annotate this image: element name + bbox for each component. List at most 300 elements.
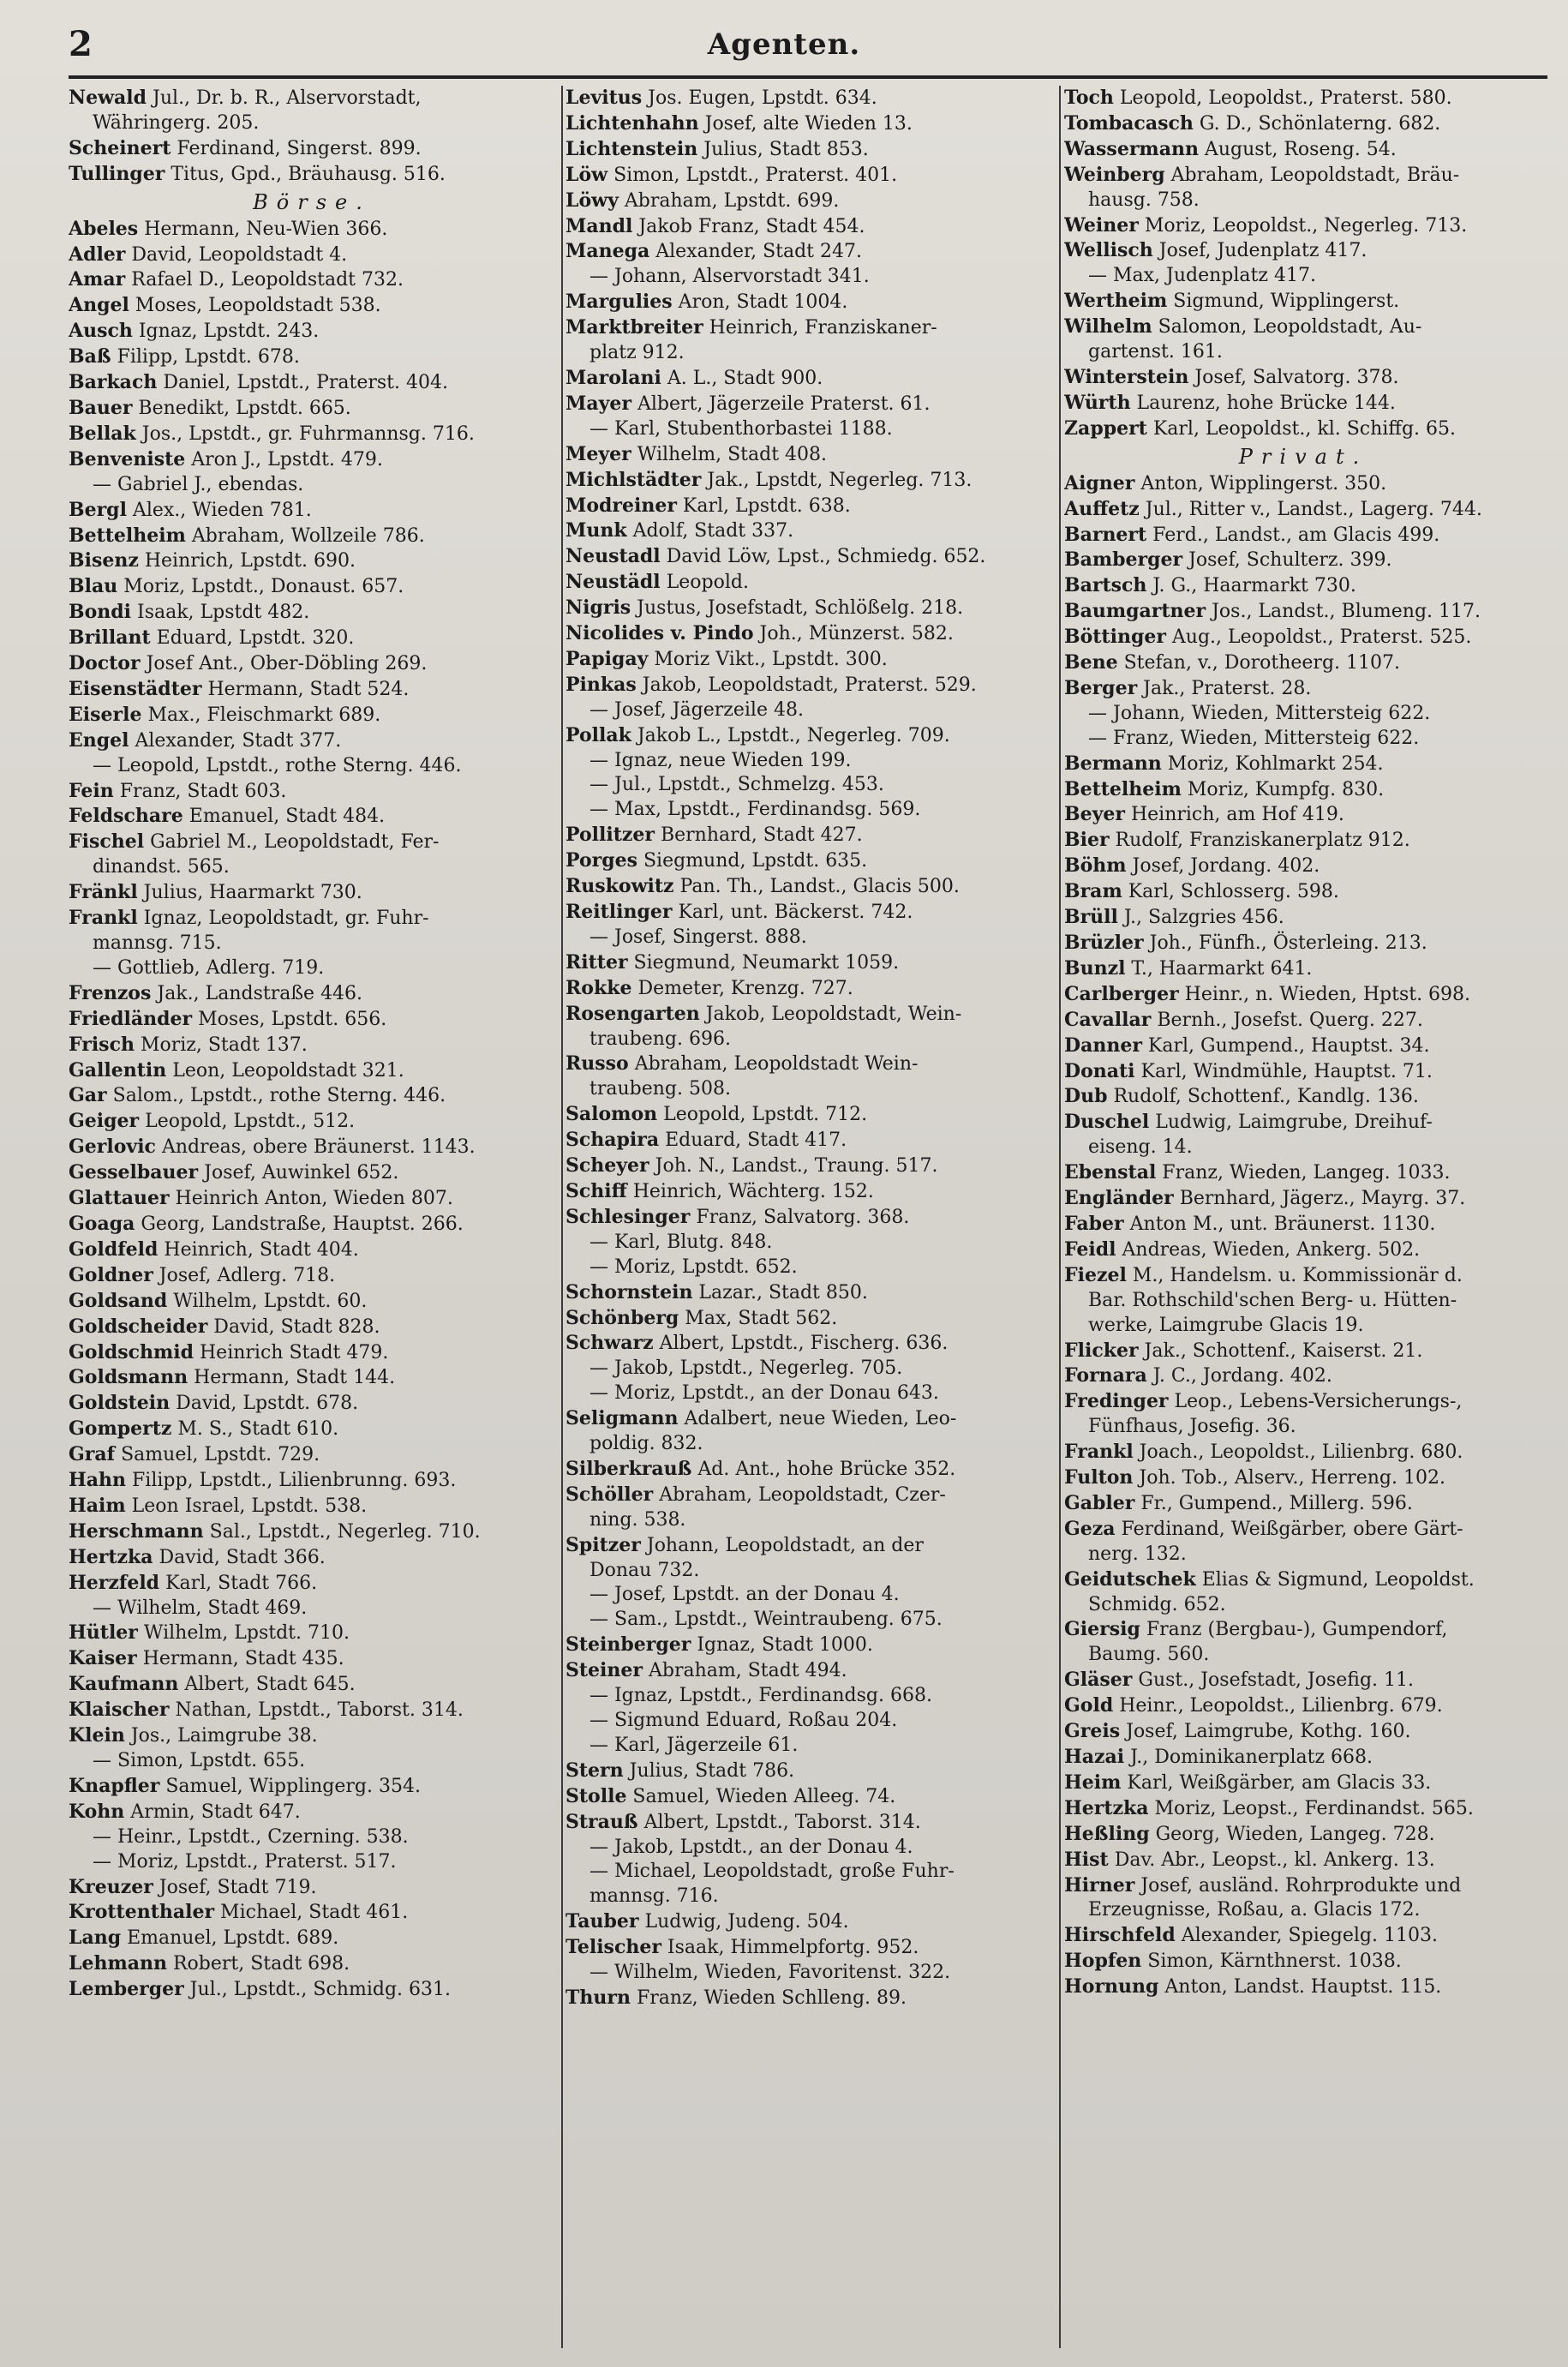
entry-text: Adalbert, neue Wieden, Leo- [678,1408,957,1430]
directory-entry [566,900,1052,926]
directory-entry [1064,1263,1542,1289]
entry-text: Karl, Gumpend., Hauptst. 34. [1141,1034,1430,1057]
entry-text: Armin, Stadt 647. [124,1801,301,1823]
directory-entry [69,1774,555,1800]
directory-entry [1064,416,1542,442]
entry-surname: Steiner [566,1659,643,1682]
entry-surname: Bondi [69,601,132,624]
entry-surname: Wassermann [1064,137,1199,160]
entry-text: — Ignaz, Lpstdt., Ferdinandsg. 668. [589,1685,932,1707]
entry-surname: Pollitzer [566,824,655,847]
entry-text: — Wilhelm, Wieden, Favoritenst. 322. [589,1962,951,1984]
directory-entry [69,1058,555,1084]
directory-entry [1064,1465,1542,1491]
directory-entry [69,1033,555,1058]
entry-surname: Wellisch [1064,239,1153,262]
directory-entry [566,189,1052,214]
entry-text: Heinrich, am Hof 419. [1124,804,1344,826]
entry-surname: Glattauer [69,1187,170,1210]
entry-text: Emanuel, Lpstdt. 689. [121,1927,339,1950]
entry-text: David, Lpstdt. 678. [170,1393,359,1415]
directory-entry [1064,1363,1542,1389]
entry-text: Moriz, Kumpfg. 830. [1181,778,1385,800]
entry-text: gartenst. 161. [1088,341,1223,363]
entry-surname: Newald [69,87,147,109]
entry-text: Heinrich Anton, Wieden 807. [169,1188,453,1210]
entry-text: Leopold. [660,572,749,594]
directory-entry [566,1860,1052,1885]
directory-entry [69,162,555,188]
directory-entry [69,319,555,345]
entry-surname: Nicolides v. Pindo [566,622,754,645]
entry-text: Erzeugnisse, Roßau, a. Glacis 172. [1088,1899,1421,1921]
entry-text: — Moriz, Lpstdt. 652. [589,1255,798,1278]
directory-entry [566,1457,1052,1483]
entry-surname: Manega [566,240,650,263]
entry-surname: Herzfeld [69,1571,160,1594]
directory-entry [1064,1212,1542,1237]
entry-surname: Würth [1064,391,1131,414]
entry-surname: Schiff [566,1179,627,1202]
entry-text: — Jul., Lpstdt., Schmelzg. 453. [589,774,884,796]
entry-surname: Klein [69,1724,125,1747]
entry-surname: Hirner [1064,1873,1135,1897]
directory-entry [1064,1339,1542,1364]
entry-surname: Fornara [1064,1364,1147,1387]
entry-surname: Adler [69,243,126,266]
column-divider [1059,86,1061,2348]
entry-text: Adolf, Stadt 337. [626,520,794,542]
entry-surname: Geza [1064,1517,1116,1540]
entry-text: Donau 732. [589,1559,700,1581]
page-header [0,0,1568,79]
directory-entry [1064,1643,1542,1668]
entry-text: Jakob L., Lpstdt., Negerleg. 709. [631,724,950,746]
directory-entry [1064,1289,1542,1314]
entry-surname: Hopfen [1064,1950,1142,1973]
entry-text: Leon, Leopoldstadt 321. [166,1059,404,1082]
entry-surname: Goldstein [69,1392,171,1415]
entry-text: Karl, Windmühle, Hauptst. 71. [1134,1060,1433,1082]
directory-entry [1064,777,1542,803]
entry-text: Stefan, v., Dorotheerg. 1107. [1117,652,1400,674]
entry-surname: Pinkas [566,673,637,696]
directory-entry [1064,189,1542,213]
entry-text: ning. 538. [589,1508,686,1531]
directory-entry [69,524,555,549]
directory-entry [1064,1668,1542,1693]
entry-surname: Aigner [1064,471,1135,494]
entry-text: Wilhelm, Lpstdt. 710. [137,1622,350,1645]
directory-entry [1064,1389,1542,1415]
directory-entry [69,473,555,498]
entry-surname: Nigris [566,596,631,620]
entry-text: Hermann, Stadt 524. [201,678,410,700]
directory-entry [566,417,1052,442]
entry-text: — Wilhelm, Stadt 469. [93,1597,308,1619]
directory-entry [1064,289,1542,315]
entry-text: Jak., Praterst. 28. [1137,677,1312,699]
entry-surname: Brüll [1064,906,1118,929]
entry-text: Josef, ausländ. Rohrprodukte und [1134,1874,1462,1897]
entry-surname: Klaischer [69,1699,170,1722]
entry-text: Moriz, Lpstdt., Donaust. 657. [117,576,404,598]
directory-entry [1064,1136,1542,1160]
entry-surname: Ritter [566,950,628,974]
directory-entry [1064,1034,1542,1059]
entry-surname: Hazai [1064,1746,1125,1768]
directory-entry [566,1734,1052,1759]
entry-text: Alexander, Stadt 377. [129,729,342,752]
directory-entry [1064,163,1542,189]
column-divider [561,86,563,2348]
directory-entry [1064,1186,1542,1212]
entry-text: — Moriz, Lpstdt., Praterst. 517. [93,1850,397,1873]
directory-entry [1064,365,1542,391]
entry-surname: Bellak [69,422,136,445]
entry-surname: Brüzler [1064,932,1144,954]
entry-text: Ignaz, Leopoldstadt, gr. Fuhr- [137,908,429,930]
entry-text: — Jakob, Lpstdt., an der Donau 4. [589,1836,913,1858]
directory-entry [69,548,555,574]
directory-entry [566,749,1052,774]
directory-entry [566,1381,1052,1406]
entry-surname: Feldschare [69,805,183,828]
entry-surname: Graf [69,1443,116,1466]
entry-text: Albert, Lpstdt., Fischerg. 636. [653,1333,949,1355]
directory-entry [1064,213,1542,239]
directory-entry [566,1002,1052,1028]
entry-text: Josef, Jordang. 402. [1126,855,1320,878]
entry-surname: Schlesinger [566,1205,691,1228]
entry-text: Albert, Stadt 645. [178,1674,356,1696]
entry-text: nerg. 132. [1088,1543,1187,1565]
directory-entry [69,1315,555,1340]
entry-text: Rudolf, Schottenf., Kandlg. 136. [1107,1086,1419,1108]
entry-surname: Pollak [566,723,631,746]
directory-entry [69,267,555,293]
entry-surname: Amar [69,268,126,291]
entry-text: — Karl, Stubenthorbastei 1188. [589,417,893,440]
directory-entry [69,932,555,956]
directory-entry [69,498,555,524]
directory-entry [566,137,1052,163]
entry-text: — Max, Judenplatz 417. [1088,265,1316,287]
entry-text: Laurenz, hohe Brücke 144. [1130,392,1396,414]
entry-surname: Haim [69,1494,126,1517]
entry-surname: Ausch [69,320,133,343]
entry-text: Bernhard, Jägerz., Mayrg. 37. [1173,1188,1466,1210]
entry-surname: Frankl [69,907,138,930]
entry-surname: Cavallar [1064,1008,1152,1031]
directory-entry [566,1608,1052,1633]
directory-entry [566,1154,1052,1179]
entry-surname: Feidl [1064,1237,1116,1261]
entry-surname: Marolani [566,366,661,389]
entry-text: Joach., Leopoldst., Lilienbrg. 680. [1133,1441,1463,1464]
entry-text: Robert, Stadt 698. [166,1953,350,1975]
entry-surname: Beyer [1064,803,1125,826]
column-3 [1064,86,1547,2348]
directory-entry [69,1263,555,1289]
entry-text: J., Dominikanerplatz 668. [1124,1747,1373,1768]
directory-entry [566,1128,1052,1154]
entry-text: Anton M., unt. Bräunerst. 1130. [1123,1213,1436,1235]
entry-surname: Bunzl [1064,956,1126,980]
entry-text: Andreas, Wieden, Ankerg. 502. [1116,1238,1421,1261]
directory-entry [1064,137,1542,163]
entry-surname: Duschel [1064,1111,1150,1134]
entry-text: Karl, unt. Bäckerst. 742. [672,902,913,923]
entry-text: Jos. Eugen, Lpstdt. 634. [642,87,877,109]
entry-surname: Greis [1064,1720,1121,1743]
directory-entry [1064,1084,1542,1110]
entry-surname: Auffetz [1064,497,1140,520]
entry-text: Heinrich, Wächterg. 152. [626,1180,874,1202]
entry-surname: Lichtenhahn [566,111,699,135]
entry-text: Josef, Salvatorg. 378. [1188,366,1399,388]
entry-text: Alexander, Stadt 247. [649,241,862,263]
entry-text: Heinrich, Lpstdt. 690. [138,550,356,572]
entry-surname: Kaufmann [69,1673,179,1696]
entry-surname: Papigay [566,647,649,670]
directory-entry [69,1900,555,1926]
directory-entry [566,1179,1052,1205]
entry-text: Moriz Vikt., Lpstdt. 300. [648,648,888,670]
directory-entry [566,239,1052,265]
entry-text: Julius, Haarmarkt 730. [137,882,362,904]
entry-text: Dav. Abr., Leopst., kl. Ankerg. 13. [1108,1849,1435,1871]
entry-text: Jul., Ritter v., Landst., Lagerg. 744. [1139,498,1482,520]
entry-text: Siegmund, Lpstdt. 635. [637,850,868,872]
entry-surname: Goldner [69,1263,153,1286]
directory-entry [566,926,1052,950]
directory-entry [566,647,1052,673]
directory-entry [69,830,555,855]
entry-surname: Hist [1064,1848,1109,1871]
directory-entry [566,1483,1052,1508]
directory-entry [69,1494,555,1519]
entry-surname: Baß [69,345,111,369]
entry-surname: Tombacasch [1064,111,1194,135]
entry-surname: Fein [69,779,114,802]
directory-entry [566,290,1052,315]
entry-surname: Mandl [566,214,633,237]
directory-entry [1064,573,1542,599]
entry-text: traubeng. 696. [589,1028,731,1050]
entry-text: Moriz, Leopst., Ferdinandst. 565. [1148,1797,1474,1819]
entry-text: Heinr., n. Wieden, Hptst. 698. [1178,983,1471,1005]
entry-text: Lazar., Stadt 850. [692,1281,868,1303]
entry-surname: Angel [69,294,129,317]
entry-text: Jakob, Leopoldstadt, Praterst. 529. [636,674,977,696]
entry-text: Moriz, Stadt 137. [134,1034,308,1056]
directory-entry [566,1533,1052,1559]
directory-entry [1064,1822,1542,1848]
directory-entry [566,823,1052,848]
directory-entry [566,366,1052,392]
entry-surname: Stern [566,1759,624,1782]
directory-entry [1064,86,1542,111]
entry-text: Samuel, Lpstdt. 729. [115,1444,320,1466]
entry-surname: Bermann [1064,752,1162,775]
entry-text: Ad. Ant., hohe Brücke 352. [691,1458,956,1480]
entry-text: Franz, Wieden, Langeg. 1033. [1156,1162,1451,1184]
entry-text: — Gabriel J., ebendas. [93,473,304,495]
entry-text: Jak., Lpstdt, Negerleg. 713. [701,469,973,491]
entry-text: Rudolf, Franziskanerplatz 912. [1109,830,1410,852]
directory-entry [1064,650,1542,676]
directory-entry [69,651,555,677]
entry-surname: Baumgartner [1064,600,1206,623]
entry-text: J., Salzgries 456. [1117,907,1284,929]
entry-text: Schmidg. 652. [1088,1593,1226,1615]
directory-entry [69,626,555,651]
entry-surname: Goldfeld [69,1237,159,1261]
entry-surname: Gar [69,1084,107,1107]
directory-entry [1064,982,1542,1008]
entry-surname: Munk [566,519,627,542]
entry-text: J. G., Haarmarkt 730. [1146,575,1356,597]
directory-entry [1064,828,1542,854]
directory-entry [566,1331,1052,1357]
entry-text: Ferd., Landst., am Glacis 499. [1146,524,1440,546]
entry-surname: Hirschfeld [1064,1924,1176,1947]
entry-text: Jos., Landst., Blumeng. 117. [1206,601,1481,623]
directory-entry [1064,391,1542,416]
entry-text: Josef, Auwinkel 652. [198,1162,399,1184]
directory-entry [69,1109,555,1135]
entry-text: — Franz, Wieden, Mittersteig 622. [1088,727,1420,749]
entry-text: Albert, Lpstdt., Taborst. 314. [637,1811,921,1833]
entry-text: Jul., Lpstdt., Schmidg. 631. [183,1979,452,2001]
entry-text: Abraham, Leopoldstadt, Bräu- [1164,164,1460,186]
entry-text: Leopold, Lpstdt. 712. [657,1104,868,1126]
entry-surname: Weinberg [1064,163,1165,186]
entry-text: Ignaz, Stadt 1000. [691,1634,873,1657]
entry-text: Ludwig, Laimgrube, Dreihuf- [1149,1112,1433,1134]
entry-surname: Hornung [1064,1975,1159,1998]
entry-text: Jakob Franz, Stadt 454. [632,215,865,237]
entry-surname: Geiger [69,1110,140,1133]
directory-entry [69,293,555,319]
entry-surname: Giersig [1064,1618,1140,1641]
directory-entry [1064,956,1542,982]
entry-surname: Michlstädter [566,468,702,491]
directory-entry [1064,1543,1542,1567]
entry-text: David Löw, Lpst., Schmiedg. 652. [660,546,986,568]
entry-text: Franz, Stadt 603. [113,780,287,802]
directory-entry [69,1442,555,1468]
page-number: 2 [69,24,93,64]
directory-entry [566,1028,1052,1052]
directory-entry [566,392,1052,417]
directory-entry [1064,802,1542,828]
entry-surname: Frisch [69,1033,135,1056]
directory-entry [566,1306,1052,1332]
entry-surname: Herschmann [69,1519,204,1543]
directory-entry [69,217,555,243]
directory-entry [566,341,1052,366]
directory-entry [69,804,555,830]
entry-text: — Josef, Lpstdt. an der Donau 4. [589,1584,900,1606]
entry-text: Heinrich Stadt 479. [194,1341,389,1363]
entry-surname: Goldschmid [69,1340,194,1363]
directory-entry [69,1825,555,1850]
entry-surname: Faber [1064,1212,1124,1235]
directory-entry [566,1935,1052,1961]
entry-surname: Hertzka [1064,1796,1149,1819]
directory-entry [69,754,555,779]
directory-entry [1064,264,1542,289]
entry-text: Joh., Münzerst. 582. [753,623,954,645]
directory-entry [1064,1440,1542,1465]
directory-entry [69,1850,555,1875]
entry-surname: Krottenthaler [69,1901,215,1924]
directory-entry [69,1391,555,1417]
entry-text: — Johann, Wieden, Mittersteig 622. [1088,702,1431,724]
directory-entry [566,1836,1052,1861]
entry-text: Jakob, Leopoldstadt, Wein- [699,1003,962,1025]
directory-entry [1064,1745,1542,1771]
entry-text: Ignaz, Lpstdt. 243. [132,321,320,343]
entry-surname: Rokke [566,976,632,999]
entry-surname: Wilhelm [1064,315,1152,339]
directory-entry [1064,1491,1542,1517]
entry-text: Eduard, Stadt 417. [659,1130,847,1152]
entry-text: Franz, Wieden Schlleng. 89. [630,1986,907,2009]
directory-entry [1064,727,1542,752]
directory-entry [69,447,555,473]
entry-text: Hermann, Stadt 144. [188,1367,396,1389]
entry-text: Albert, Jägerzeile Praterst. 61. [631,393,931,415]
entry-text: Jak., Landstraße 446. [151,982,363,1004]
column-2 [566,86,1057,2348]
directory-entry [566,1658,1052,1684]
entry-text: Salom., Lpstdt., rothe Sterng. 446. [106,1085,446,1107]
directory-entry [69,855,555,880]
directory-entry [69,703,555,728]
entry-text: Hermann, Stadt 435. [136,1648,344,1670]
directory-entry [566,1784,1052,1810]
directory-entry [1064,1771,1542,1796]
directory-entry [1064,1873,1542,1899]
entry-surname: Böttinger [1064,626,1166,649]
directory-entry [69,574,555,600]
entry-surname: Blau [69,575,118,598]
entry-text: Titus, Gpd., Bräuhausg. 516. [165,163,446,185]
entry-text: G. D., Schönlaterng. 682. [1193,112,1441,135]
entry-text: Alexander, Spiegelg. 1103. [1175,1925,1438,1947]
directory-entry [69,1519,555,1545]
directory-entry [1064,548,1542,573]
entry-surname: Löw [566,163,608,186]
directory-entry [1064,1160,1542,1186]
entry-surname: Steinberger [566,1633,691,1657]
directory-entry [566,518,1052,544]
directory-entry [69,1545,555,1571]
entry-text: Moses, Lpstdt. 656. [192,1008,387,1030]
entry-text: Karl, Leopoldst., kl. Schiffg. 65. [1146,417,1456,440]
directory-entry [69,728,555,754]
directory-entry [1064,1617,1542,1643]
directory-entry [69,1672,555,1698]
directory-entry [566,698,1052,723]
entry-text: Abraham, Wollzeile 786. [185,524,425,547]
directory-entry [69,1597,555,1621]
entry-surname: Strauß [566,1810,638,1833]
entry-text: — Josef, Jägerzeile 48. [589,698,804,721]
